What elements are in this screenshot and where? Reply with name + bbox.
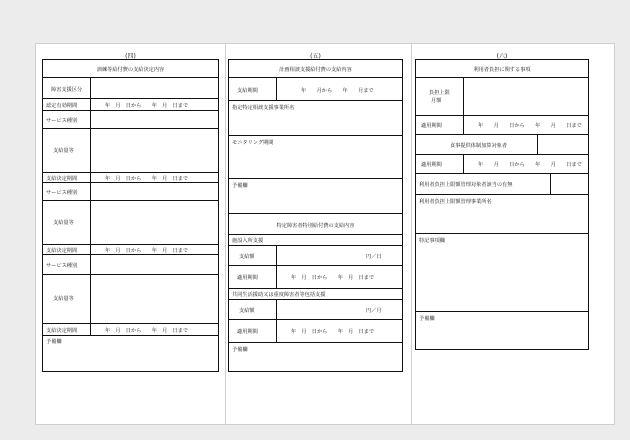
row-designated-office <box>229 100 402 136</box>
row-apply-period <box>416 115 588 135</box>
row-supply-period <box>229 77 402 101</box>
panel5-header-row <box>229 60 402 77</box>
decision-period-value: 年 月 日から 年 月 日まで <box>105 176 189 182</box>
label-reserve: 予備欄 <box>46 339 62 345</box>
label-decision-period: 支給決定期間 <box>46 328 78 334</box>
column-divider <box>90 201 91 245</box>
fold-line <box>225 44 226 424</box>
label-apply-period: 適用期間 <box>421 162 442 168</box>
special-benefit-header: 特定障害者特別給付費の支給内容 <box>276 223 355 229</box>
column-divider <box>463 116 464 135</box>
row-amount-monthly <box>229 299 402 320</box>
supply-period-value: 年 月から 年 月まで <box>301 88 374 94</box>
row-reserve <box>229 178 402 214</box>
column-divider <box>463 78 464 116</box>
label-supply-amount: 支給量等 <box>53 220 74 226</box>
panel5-number: (五) <box>310 53 321 60</box>
apply-period-value: 年 月 日から 年 月 日まで <box>478 123 582 129</box>
column-divider <box>537 135 538 155</box>
panel4-number: (四) <box>125 53 136 60</box>
special-benefit-header-row <box>229 213 402 235</box>
period-value: 年 月 日から 年 月 日まで <box>291 329 375 335</box>
row-special-notes <box>416 233 588 312</box>
column-divider <box>276 266 277 289</box>
row-reserve <box>229 342 402 372</box>
panel4-header-row <box>43 60 218 77</box>
row-apply-period <box>416 154 588 174</box>
column-divider <box>90 111 91 129</box>
decision-period-value: 年 月 日から 年 月 日まで <box>105 248 189 254</box>
amount-unit-monthly: 円／月 <box>366 308 382 314</box>
column-divider <box>463 155 464 174</box>
column-divider <box>550 174 551 195</box>
label-meal-subject: 食事提供体制加算対象者 <box>449 143 508 149</box>
amount-unit-daily: 円／日 <box>366 254 382 260</box>
label-supply-amount: 支給量等 <box>53 148 74 154</box>
label-period: 適用期間 <box>237 275 258 281</box>
panel6 <box>415 59 589 350</box>
label-reserve: 予備欄 <box>419 316 435 322</box>
row-meal-subject <box>416 134 588 155</box>
label-limit-mgmt-subject: 利用者負担上限額管理対象者該当の有無 <box>419 182 513 188</box>
cert-period-value: 年 月 日から 年 月 日まで <box>105 103 189 109</box>
label-burden-limit-monthly: 月額 <box>431 98 442 104</box>
apply-period-value: 年 月 日から 年 月 日まで <box>478 162 582 168</box>
label-service-type: サービス種別 <box>46 118 78 124</box>
label-period: 適用期間 <box>237 329 258 335</box>
certificate-sheet <box>35 43 615 425</box>
row-limit-mgmt-office <box>416 194 588 234</box>
panel4-header: 訓練等給付費の支給決定内容 <box>96 67 165 73</box>
period-value: 年 月 日から 年 月 日まで <box>291 275 375 281</box>
panel4 <box>42 59 219 372</box>
panel5 <box>228 59 403 372</box>
row-supply-amount <box>43 128 218 173</box>
fold-line <box>411 44 412 424</box>
panel6-number: (六) <box>496 53 508 60</box>
column-divider <box>90 255 91 275</box>
label-reserve: 予備欄 <box>232 183 248 189</box>
label-service-type: サービス種別 <box>46 190 78 196</box>
label-supply-amount: 支給量等 <box>53 296 74 302</box>
label-decision-period: 支給決定期間 <box>46 248 78 254</box>
label-amount: 支給額 <box>239 254 255 260</box>
label-group-home: 共同生活援助又は重度障害者等包括支援 <box>232 292 326 298</box>
row-service-type <box>43 110 218 129</box>
row-supply-amount <box>43 200 218 245</box>
panel5-header: 計画相談支援給付費の支給内容 <box>279 67 352 73</box>
label-special-notes: 特記事項欄 <box>419 238 445 244</box>
column-divider <box>276 320 277 343</box>
label-burden-limit: 負担上限 <box>429 90 450 96</box>
label-disability-class: 障害支援区分 <box>51 87 83 93</box>
row-service-type <box>43 182 218 201</box>
label-amount: 支給額 <box>239 308 255 314</box>
label-designated-office: 指定特定相談支援事業所名 <box>232 105 295 111</box>
label-cert-period: 認定有効期間 <box>46 103 78 109</box>
row-limit-mgmt-subject <box>416 173 588 195</box>
column-divider <box>90 183 91 201</box>
column-divider <box>276 246 277 266</box>
row-amount-daily <box>229 245 402 266</box>
row-reserve <box>416 311 588 350</box>
row-period <box>229 319 402 343</box>
row-monitoring <box>229 135 402 179</box>
panel6-header-row <box>416 60 588 77</box>
label-limit-mgmt-office: 利用者負担上限額管理事業所名 <box>419 199 492 205</box>
label-decision-period: 支給決定期間 <box>46 176 78 182</box>
column-divider <box>90 275 91 324</box>
column-divider <box>90 78 91 99</box>
column-divider <box>276 300 277 320</box>
row-burden-limit <box>416 77 588 116</box>
label-apply-period: 適用期間 <box>421 123 442 129</box>
row-service-type <box>43 254 218 275</box>
panel6-header: 利用者負担に関する事項 <box>473 67 531 73</box>
column-divider <box>90 129 91 173</box>
row-period <box>229 265 402 289</box>
label-monitoring: モニタリング期間 <box>232 140 274 146</box>
label-facility: 施設入所支援 <box>232 238 264 244</box>
label-service-type: サービス種別 <box>46 263 78 269</box>
column-divider <box>276 78 277 101</box>
label-supply-period: 支給期間 <box>237 88 258 94</box>
label-reserve: 予備欄 <box>232 347 248 353</box>
decision-period-value: 年 月 日から 年 月 日まで <box>105 328 189 334</box>
row-supply-amount <box>43 274 218 324</box>
row-disability-class <box>43 77 218 99</box>
row-reserve <box>43 335 218 372</box>
